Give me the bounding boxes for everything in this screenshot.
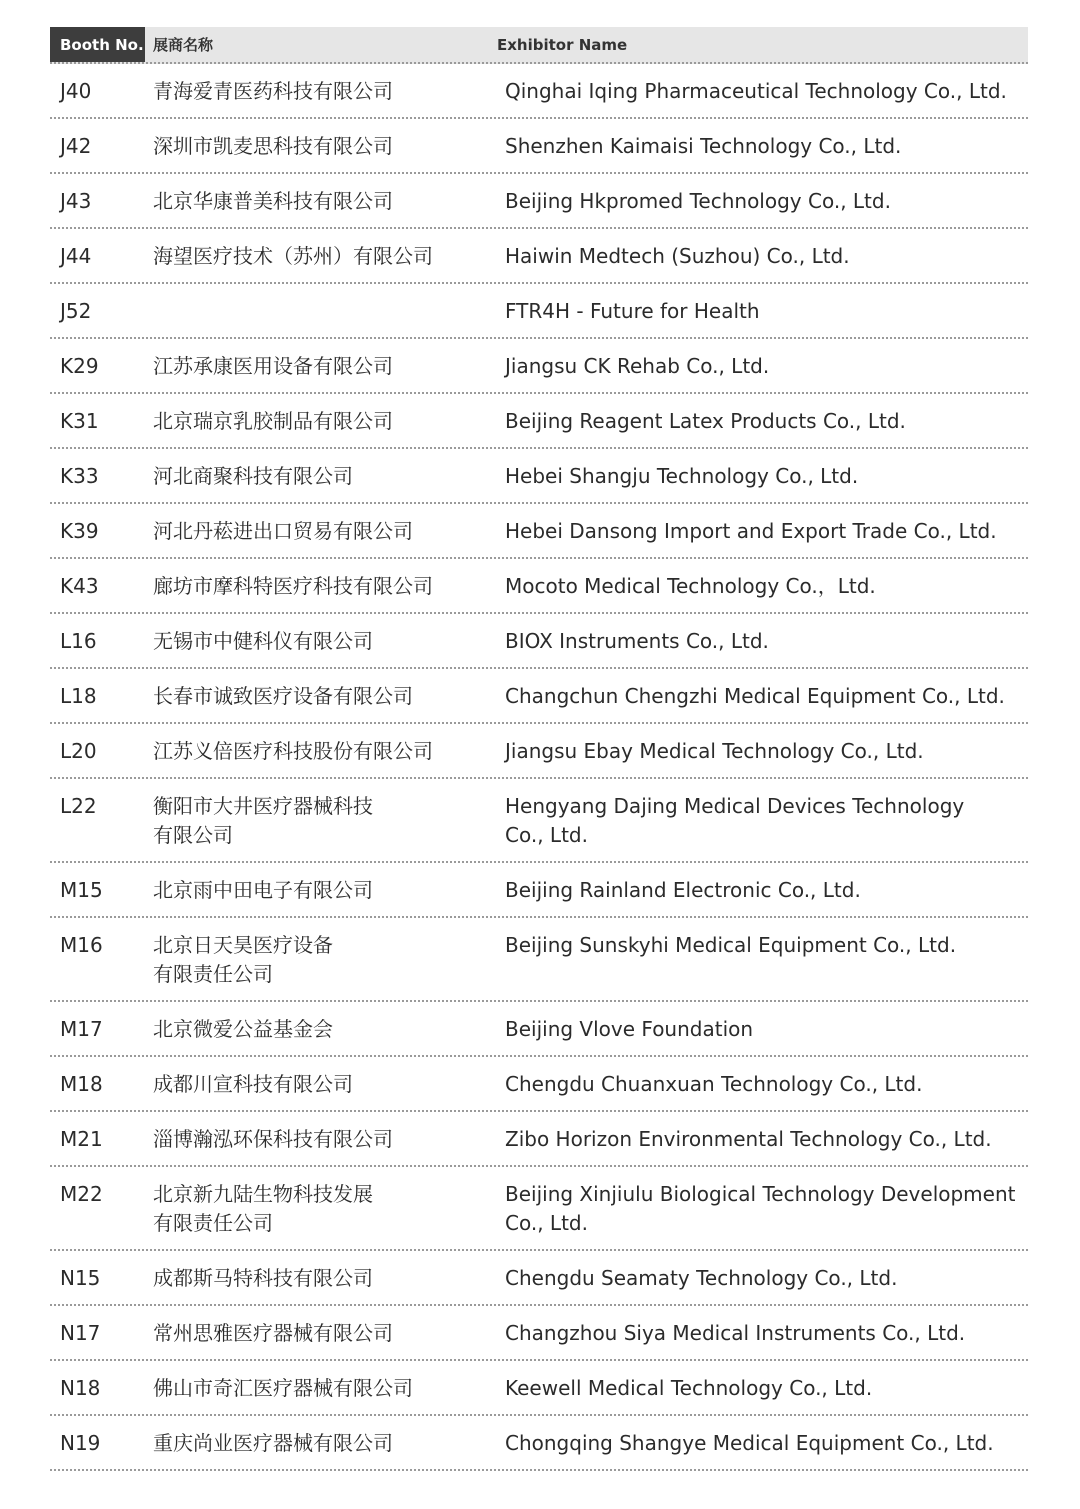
exhibitor-name-en-line: Haiwin Medtech (Suzhou) Co., Ltd.: [505, 244, 850, 268]
exhibitor-name-en-line: FTR4H - Future for Health: [505, 299, 760, 323]
exhibitor-name-en: [505, 737, 1028, 777]
table-row: [50, 1112, 1028, 1167]
exhibitor-name-cn: [153, 352, 505, 392]
exhibitor-name-cn: [153, 407, 505, 447]
exhibitor-name-en-line: Chengdu Chuanxuan Technology Co., Ltd.: [505, 1072, 923, 1096]
exhibitor-name-cn-line: 北京瑞京乳胶制品有限公司: [153, 409, 393, 433]
exhibitor-name-en-line: Jiangsu Ebay Medical Technology Co., Ltd.: [505, 739, 924, 763]
exhibitor-name-cn: [153, 1180, 505, 1249]
exhibitor-name-cn: [153, 1070, 505, 1110]
exhibitor-name-cn-line: 有限责任公司: [153, 962, 273, 986]
exhibitor-name-en-line: BIOX Instruments Co., Ltd.: [505, 629, 769, 653]
booth-number: M17: [60, 1017, 103, 1041]
table-row: [50, 724, 1028, 779]
exhibitor-name-en-line: Shenzhen Kaimaisi Technology Co., Ltd.: [505, 134, 902, 158]
table-row: [50, 779, 1028, 863]
booth-number: K39: [60, 519, 99, 543]
booth-number: M21: [60, 1127, 103, 1151]
exhibitor-name-cn-line: 河北商聚科技有限公司: [153, 464, 353, 488]
exhibitor-name-en: [505, 77, 1028, 117]
booth-number: L22: [60, 794, 97, 818]
booth-number: K29: [60, 354, 99, 378]
exhibitor-name-cn: [153, 297, 505, 337]
exhibitor-name-cn-line: 成都斯马特科技有限公司: [153, 1266, 373, 1290]
exhibitor-name-cn: [153, 1015, 505, 1055]
exhibitor-name-en: [505, 1374, 1028, 1414]
exhibitor-name-en: [505, 1070, 1028, 1110]
exhibitor-name-en-line: Mocoto Medical Technology Co.，Ltd.: [505, 574, 876, 598]
exhibitor-name-en-line: Beijing Reagent Latex Products Co., Ltd.: [505, 409, 906, 433]
exhibitor-name-en-line: Hebei Dansong Import and Export Trade Co., Ltd.: [505, 519, 997, 543]
exhibitor-name-en: [505, 876, 1028, 916]
exhibitor-name-en: [505, 792, 1028, 861]
booth-number: N17: [60, 1321, 101, 1345]
exhibitor-name-cn: [153, 1125, 505, 1165]
exhibitor-name-en: [505, 407, 1028, 447]
exhibitor-name-en: [505, 931, 1028, 1000]
booth-number: M22: [60, 1182, 103, 1206]
exhibitor-name-cn: [153, 1429, 505, 1469]
exhibitor-name-en-line: Zibo Horizon Environmental Technology Co., Ltd.: [505, 1127, 992, 1151]
exhibitor-name-en: [505, 1429, 1028, 1469]
exhibitor-name-en: [505, 572, 1028, 612]
exhibitor-name-cn-line: 长春市诚致医疗设备有限公司: [153, 684, 413, 708]
booth-number: N18: [60, 1376, 101, 1400]
exhibitor-name-en: [505, 682, 1028, 722]
booth-number: L20: [60, 739, 97, 763]
table-row: [50, 669, 1028, 724]
table-body: [50, 64, 1028, 1471]
booth-number: K33: [60, 464, 99, 488]
exhibitor-table: [50, 27, 1028, 1471]
booth-number: M18: [60, 1072, 103, 1096]
exhibitor-name-cn: [153, 931, 505, 1000]
exhibitor-name-cn-line: 佛山市奇汇医疗器械有限公司: [153, 1376, 413, 1400]
header-exhibitor-name-en: Exhibitor Name: [497, 35, 628, 54]
exhibitor-name-cn-line: 廊坊市摩科特医疗科技有限公司: [153, 574, 433, 598]
exhibitor-name-en-line: Beijing Xinjiulu Biological Technology Development: [505, 1182, 1016, 1206]
header-booth-no: Booth No.: [50, 27, 145, 62]
exhibitor-name-cn-line: 江苏承康医用设备有限公司: [153, 354, 393, 378]
exhibitor-name-en: [505, 187, 1028, 227]
booth-number: L18: [60, 684, 97, 708]
booth-number: J42: [60, 134, 92, 158]
exhibitor-name-en: [505, 627, 1028, 667]
booth-number: J44: [60, 244, 92, 268]
booth-number: M15: [60, 878, 103, 902]
exhibitor-name-en: [505, 297, 1028, 337]
exhibitor-name-en: [505, 1264, 1028, 1304]
table-row: [50, 1167, 1028, 1251]
table-row: [50, 863, 1028, 918]
exhibitor-name-cn: [153, 1374, 505, 1414]
table-row: [50, 449, 1028, 504]
exhibitor-name-en: [505, 242, 1028, 282]
table-row: [50, 64, 1028, 119]
exhibitor-name-en-line: Changzhou Siya Medical Instruments Co., Ltd.: [505, 1321, 966, 1345]
exhibitor-name-cn: [153, 876, 505, 916]
exhibitor-name-en: [505, 517, 1028, 557]
table-row: [50, 119, 1028, 174]
header-exhibitor-name-cn: 展商名称: [153, 36, 214, 54]
table-row: [50, 1306, 1028, 1361]
table-row: [50, 918, 1028, 1002]
exhibitor-name-cn-line: 北京微爱公益基金会: [153, 1017, 333, 1041]
booth-number: L16: [60, 629, 97, 653]
booth-number: J43: [60, 189, 92, 213]
exhibitor-name-cn: [153, 242, 505, 282]
exhibitor-name-en-line: Beijing Rainland Electronic Co., Ltd.: [505, 878, 861, 902]
exhibitor-name-en-line: Hengyang Dajing Medical Devices Technology: [505, 794, 965, 818]
exhibitor-name-cn: [153, 1264, 505, 1304]
exhibitor-name-en-line: Co., Ltd.: [505, 1211, 588, 1235]
exhibitor-name-cn-line: 北京雨中田电子有限公司: [153, 878, 373, 902]
booth-number: J40: [60, 79, 92, 103]
booth-number: M16: [60, 933, 103, 957]
exhibitor-name-cn-line: 河北丹菘进出口贸易有限公司: [153, 519, 413, 543]
exhibitor-name-en-line: Chongqing Shangye Medical Equipment Co., Ltd.: [505, 1431, 994, 1455]
exhibitor-name-cn-line: 有限责任公司: [153, 1211, 273, 1235]
exhibitor-name-cn: [153, 682, 505, 722]
exhibitor-name-en-line: Qinghai Iqing Pharmaceutical Technology Co., Ltd.: [505, 79, 1007, 103]
exhibitor-name-en-line: Co., Ltd.: [505, 823, 588, 847]
exhibitor-name-cn-line: 北京华康普美科技有限公司: [153, 189, 393, 213]
booth-number: K43: [60, 574, 99, 598]
exhibitor-name-cn: [153, 792, 505, 861]
exhibitor-name-en-line: Chengdu Seamaty Technology Co., Ltd.: [505, 1266, 898, 1290]
exhibitor-name-en: [505, 1180, 1028, 1249]
table-row: [50, 339, 1028, 394]
booth-number: J52: [60, 299, 92, 323]
exhibitor-name-cn-line: 淄博瀚泓环保科技有限公司: [153, 1127, 393, 1151]
exhibitor-name-en-line: Changchun Chengzhi Medical Equipment Co., Ltd.: [505, 684, 1005, 708]
exhibitor-name-en-line: Hebei Shangju Technology Co., Ltd.: [505, 464, 859, 488]
exhibitor-name-cn-line: 江苏义倍医疗科技股份有限公司: [153, 739, 433, 763]
booth-number: N15: [60, 1266, 101, 1290]
exhibitor-name-cn-line: 重庆尚业医疗器械有限公司: [153, 1431, 393, 1455]
booth-number: K31: [60, 409, 99, 433]
exhibitor-name-cn-line: 海望医疗技术（苏州）有限公司: [153, 244, 433, 268]
exhibitor-name-en: [505, 1015, 1028, 1055]
table-row: [50, 504, 1028, 559]
exhibitor-name-en-line: Keewell Medical Technology Co., Ltd.: [505, 1376, 873, 1400]
exhibitor-name-cn: [153, 1319, 505, 1359]
exhibitor-name-en-line: Beijing Vlove Foundation: [505, 1017, 754, 1041]
table-row: [50, 229, 1028, 284]
table-row: [50, 1057, 1028, 1112]
table-row: [50, 1002, 1028, 1057]
exhibitor-name-cn: [153, 77, 505, 117]
exhibitor-name-cn: [153, 517, 505, 557]
table-row: [50, 174, 1028, 229]
exhibitor-name-en: [505, 462, 1028, 502]
exhibitor-name-en-line: Beijing Sunskyhi Medical Equipment Co., Ltd.: [505, 933, 957, 957]
exhibitor-name-en: [505, 1125, 1028, 1165]
table-row: [50, 1361, 1028, 1416]
exhibitor-name-cn-line: 青海爱青医药科技有限公司: [153, 79, 393, 103]
exhibitor-name-cn-line: 有限公司: [153, 823, 233, 847]
exhibitor-name-cn-line: 深圳市凯麦思科技有限公司: [153, 134, 393, 158]
table-row: [50, 1251, 1028, 1306]
booth-number: N19: [60, 1431, 101, 1455]
table-header: [50, 27, 1028, 64]
exhibitor-name-cn-line: 常州思雅医疗器械有限公司: [153, 1321, 393, 1345]
table-row: [50, 394, 1028, 449]
exhibitor-name-cn: [153, 627, 505, 667]
exhibitor-name-en-line: Beijing Hkpromed Technology Co., Ltd.: [505, 189, 891, 213]
exhibitor-name-cn-line: 北京日天昊医疗设备: [153, 933, 333, 957]
table-row: [50, 614, 1028, 669]
exhibitor-name-en: [505, 352, 1028, 392]
exhibitor-name-en: [505, 1319, 1028, 1359]
exhibitor-name-cn-line: 北京新九陆生物科技发展: [153, 1182, 373, 1206]
exhibitor-name-cn: [153, 187, 505, 227]
exhibitor-name-cn-line: 成都川宣科技有限公司: [153, 1072, 353, 1096]
exhibitor-name-cn: [153, 462, 505, 502]
exhibitor-name-cn: [153, 572, 505, 612]
table-row: [50, 559, 1028, 614]
table-row: [50, 284, 1028, 339]
exhibitor-name-cn: [153, 737, 505, 777]
table-row: [50, 1416, 1028, 1471]
exhibitor-name-en: [505, 132, 1028, 172]
exhibitor-name-cn: [153, 132, 505, 172]
exhibitor-name-cn-line: 无锡市中健科仪有限公司: [153, 629, 373, 653]
exhibitor-name-en-line: Jiangsu CK Rehab Co., Ltd.: [505, 354, 770, 378]
exhibitor-name-cn-line: 衡阳市大井医疗器械科技: [153, 794, 373, 818]
